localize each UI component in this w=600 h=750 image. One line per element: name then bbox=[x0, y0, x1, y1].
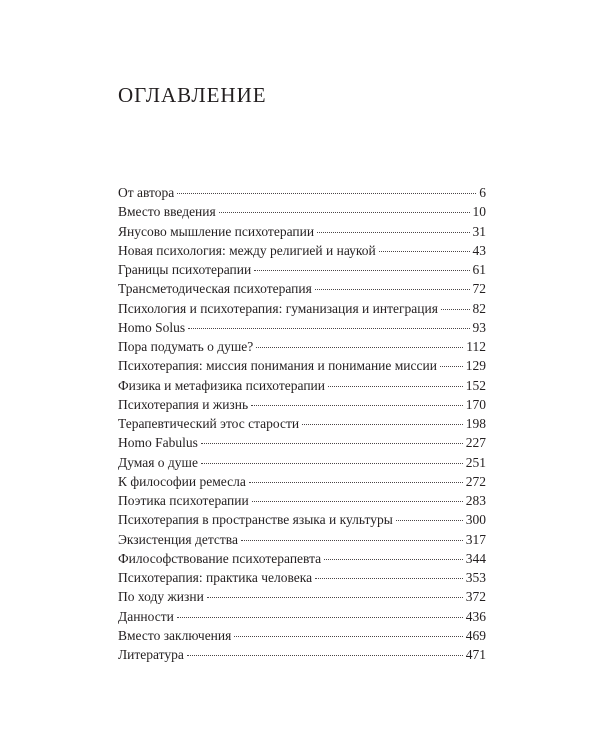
toc-entry-page: 471 bbox=[465, 647, 486, 662]
toc-entry-title: По ходу жизни bbox=[118, 589, 204, 605]
toc-entry-title: Трансметодическая психотерапия bbox=[118, 281, 312, 297]
toc-entry bbox=[118, 299, 486, 318]
dot-leader bbox=[187, 655, 463, 656]
toc-entry bbox=[118, 433, 486, 452]
toc-entry-page: 198 bbox=[465, 416, 486, 431]
dot-leader bbox=[207, 597, 463, 598]
toc-entry-title: Homo Fabulus bbox=[118, 435, 198, 451]
toc-entry-title: Думая о душе bbox=[118, 454, 198, 470]
dot-leader bbox=[234, 636, 462, 637]
toc-entry-page: 31 bbox=[472, 223, 486, 239]
toc-entry-page: 10 bbox=[472, 204, 486, 220]
toc-entry bbox=[118, 279, 486, 298]
dot-leader bbox=[379, 251, 470, 252]
toc-entry bbox=[118, 530, 486, 549]
toc-entry-page: 283 bbox=[465, 493, 486, 508]
dot-leader bbox=[177, 193, 476, 194]
toc-entry-page: 93 bbox=[472, 319, 486, 335]
toc-entry-title: Вместо введения bbox=[118, 204, 216, 220]
dot-leader bbox=[249, 482, 463, 483]
toc-entry bbox=[118, 202, 486, 221]
toc-entry bbox=[118, 549, 486, 568]
dot-leader bbox=[256, 347, 463, 348]
dot-leader bbox=[177, 617, 463, 618]
toc-entry bbox=[118, 183, 486, 202]
toc-entry bbox=[118, 645, 486, 664]
toc-entry-title: Психотерапия: миссия понимания и понимание миссии bbox=[118, 358, 437, 374]
toc-entry-title: Терапевтический этос старости bbox=[118, 416, 300, 431]
toc-entry-page: 82 bbox=[472, 300, 486, 316]
toc-entry bbox=[118, 260, 486, 279]
toc-entry-title: Психотерапия: практика человека bbox=[118, 570, 313, 585]
dot-leader bbox=[241, 540, 463, 541]
dot-leader bbox=[440, 366, 463, 367]
toc-entry-page: 72 bbox=[472, 281, 486, 297]
table-of-contents bbox=[118, 183, 486, 664]
toc-entry-title: Пора подумать о душе? bbox=[118, 339, 254, 354]
dot-leader bbox=[302, 424, 463, 425]
toc-entry-page: 344 bbox=[465, 550, 486, 566]
dot-leader bbox=[396, 520, 463, 521]
toc-entry-title: Психотерапия в пространстве языка и культуры bbox=[118, 512, 393, 528]
toc-entry-page: 436 bbox=[465, 608, 486, 624]
toc-entry-title: Литература bbox=[118, 647, 184, 662]
toc-entry bbox=[118, 568, 486, 587]
toc-entry-title: Новая психология: между религией и наукой bbox=[118, 242, 376, 258]
dot-leader bbox=[315, 289, 470, 290]
toc-entry bbox=[118, 395, 486, 414]
toc-entry bbox=[118, 453, 486, 472]
toc-entry-page: 112 bbox=[466, 339, 486, 354]
dot-leader bbox=[219, 212, 470, 213]
toc-entry-page: 170 bbox=[465, 396, 486, 412]
toc-entry bbox=[118, 607, 486, 626]
toc-entry-page: 227 bbox=[465, 435, 486, 451]
toc-entry-page: 6 bbox=[479, 185, 486, 200]
toc-entry-title: К философии ремесла bbox=[118, 473, 246, 489]
toc-entry-title: Homo Solus bbox=[118, 319, 186, 335]
dot-leader bbox=[315, 578, 463, 579]
dot-leader bbox=[328, 386, 463, 387]
toc-entry-page: 43 bbox=[472, 242, 486, 258]
toc-entry bbox=[118, 587, 486, 606]
dot-leader bbox=[201, 443, 463, 444]
toc-entry-page: 251 bbox=[465, 454, 486, 470]
toc-entry-title: Поэтика психотерапии bbox=[118, 493, 249, 508]
toc-entry-page: 317 bbox=[465, 531, 486, 547]
toc-entry-title: От автора bbox=[118, 185, 175, 200]
toc-entry-page: 129 bbox=[465, 358, 486, 374]
toc-entry bbox=[118, 241, 486, 260]
toc-entry-page: 152 bbox=[465, 377, 486, 393]
toc-entry bbox=[118, 491, 486, 510]
dot-leader bbox=[252, 501, 463, 502]
toc-entry bbox=[118, 414, 486, 433]
toc-entry-page: 353 bbox=[465, 570, 486, 585]
dot-leader bbox=[324, 559, 463, 560]
toc-entry-page: 372 bbox=[465, 589, 486, 605]
toc-entry bbox=[118, 318, 486, 337]
dot-leader bbox=[251, 405, 463, 406]
dot-leader bbox=[201, 463, 463, 464]
toc-entry bbox=[118, 376, 486, 395]
toc-entry-page: 469 bbox=[465, 627, 486, 643]
toc-entry-title: Физика и метафизика психотерапии bbox=[118, 377, 325, 393]
toc-entry bbox=[118, 356, 486, 375]
dot-leader bbox=[188, 328, 469, 329]
toc-entry bbox=[118, 510, 486, 529]
page-title: ОГЛАВЛЕНИЕ bbox=[118, 83, 267, 107]
toc-entry-page: 61 bbox=[472, 262, 486, 277]
toc-entry-title: Экзистенция детства bbox=[118, 531, 238, 547]
dot-leader bbox=[441, 309, 470, 310]
toc-entry-title: Психология и психотерапия: гуманизация и интеграция bbox=[118, 300, 438, 316]
toc-entry-title: Философствование психотерапевта bbox=[118, 550, 322, 566]
toc-entry-title: Границы психотерапии bbox=[118, 262, 252, 277]
toc-entry-title: Данности bbox=[118, 608, 174, 624]
toc-entry-page: 300 bbox=[465, 512, 486, 528]
toc-entry bbox=[118, 472, 486, 491]
toc-entry-title: Янусово мышление психотерапии bbox=[118, 223, 315, 239]
toc-entry bbox=[118, 626, 486, 645]
toc-entry bbox=[118, 337, 486, 356]
dot-leader bbox=[317, 232, 469, 233]
toc-entry bbox=[118, 222, 486, 241]
toc-entry-title: Психотерапия и жизнь bbox=[118, 396, 249, 412]
toc-entry-page: 272 bbox=[465, 473, 486, 489]
toc-entry-title: Вместо заключения bbox=[118, 627, 232, 643]
dot-leader bbox=[254, 270, 469, 271]
